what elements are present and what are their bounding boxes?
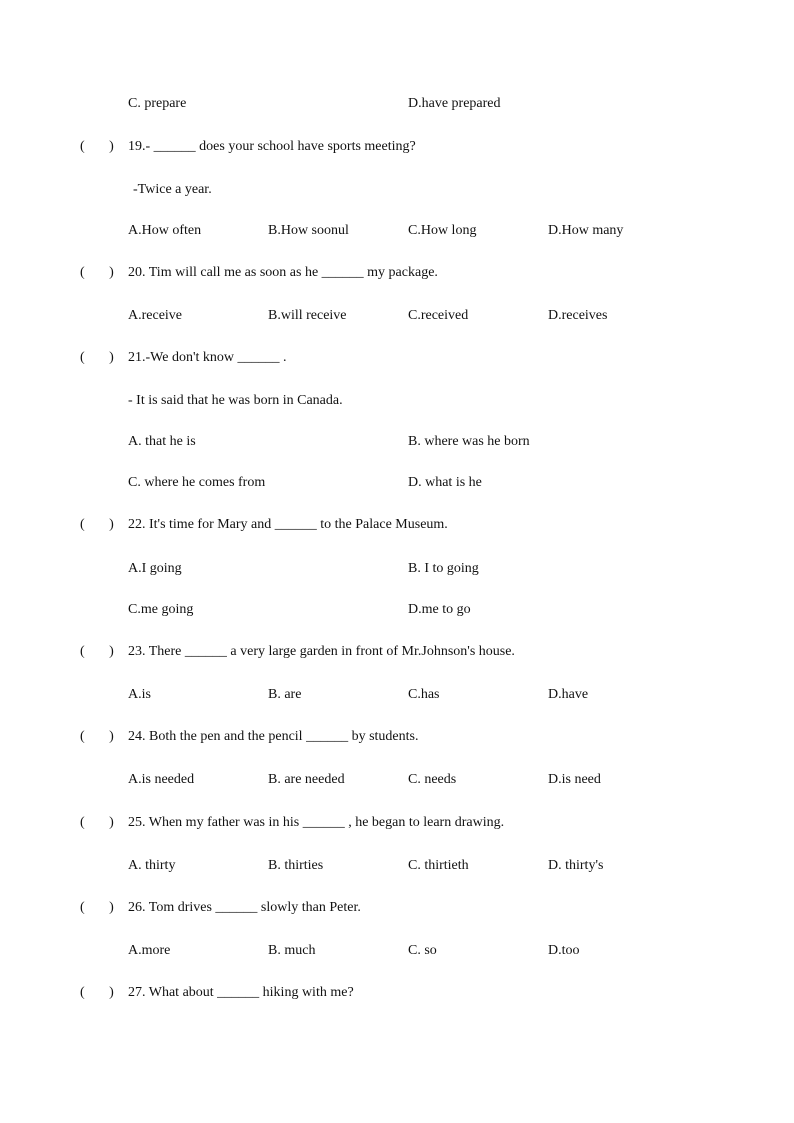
question-26-option-c: C. so [408,943,437,958]
question-21-option-c: C. where he comes from [128,475,266,490]
question-25-stem: 25. When my father was in his ______ , he began to learn drawing. [128,815,505,830]
question-24-option-d: D.is need [548,772,601,787]
question-24-stem: 24. Both the pen and the pencil ______ by students. [128,729,419,744]
question-23-option-c: C.has [408,687,440,702]
question-21-option-a: A. that he is [128,434,196,449]
question-22-option-c: C.me going [128,602,194,617]
option-d-prev: D.have prepared [408,96,501,111]
question-23-option-d: D.have [548,687,589,702]
answer-blank-27: ( ) [80,985,114,1000]
question-20-option-b: B.will receive [268,308,347,323]
question-22-option-d: D.me to go [408,602,471,617]
question-21-stem: 21.-We don't know ______ . [128,350,287,365]
question-24-option-a: A.is needed [128,772,195,787]
question-26-option-a: A.more [128,943,171,958]
answer-blank-24: ( ) [80,729,114,744]
answer-blank-21: ( ) [80,350,114,365]
question-23-stem: 23. There ______ a very large garden in front of Mr.Johnson's house. [128,644,515,659]
question-27-stem: 27. What about ______ hiking with me? [128,985,354,1000]
question-19-stem: 19.- ______ does your school have sports meeting? [128,139,416,154]
question-24-option-c: C. needs [408,772,457,787]
question-19-response: -Twice a year. [133,182,212,197]
question-22-option-b: B. I to going [408,561,479,576]
question-21-option-d: D. what is he [408,475,482,490]
question-21-response: - It is said that he was born in Canada. [128,393,343,408]
question-26-option-d: D.too [548,943,580,958]
question-21-option-b: B. where was he born [408,434,530,449]
question-20-stem: 20. Tim will call me as soon as he ______ my package. [128,265,438,280]
question-19-option-b: B.How soonul [268,223,349,238]
answer-blank-23: ( ) [80,644,114,659]
question-26-stem: 26. Tom drives ______ slowly than Peter. [128,900,361,915]
question-19-option-d: D.How many [548,223,624,238]
question-25-option-a: A. thirty [128,858,176,873]
question-24-option-b: B. are needed [268,772,345,787]
answer-blank-20: ( ) [80,265,114,280]
answer-blank-22: ( ) [80,517,114,532]
question-22-option-a: A.I going [128,561,182,576]
question-20-option-a: A.receive [128,308,183,323]
question-25-option-d: D. thirty's [548,858,604,873]
answer-blank-26: ( ) [80,900,114,915]
question-19-option-c: C.How long [408,223,477,238]
question-19-option-a: A.How often [128,223,202,238]
question-20-option-c: C.received [408,308,469,323]
question-23-option-b: B. are [268,687,302,702]
question-20-option-d: D.receives [548,308,608,323]
option-c-prev: C. prepare [128,96,187,111]
question-26-option-b: B. much [268,943,316,958]
question-22-stem: 22. It's time for Mary and ______ to the Palace Museum. [128,517,448,532]
question-25-option-b: B. thirties [268,858,324,873]
question-25-option-c: C. thirtieth [408,858,469,873]
answer-blank-19: ( ) [80,139,114,154]
question-23-option-a: A.is [128,687,151,702]
answer-blank-25: ( ) [80,815,114,830]
